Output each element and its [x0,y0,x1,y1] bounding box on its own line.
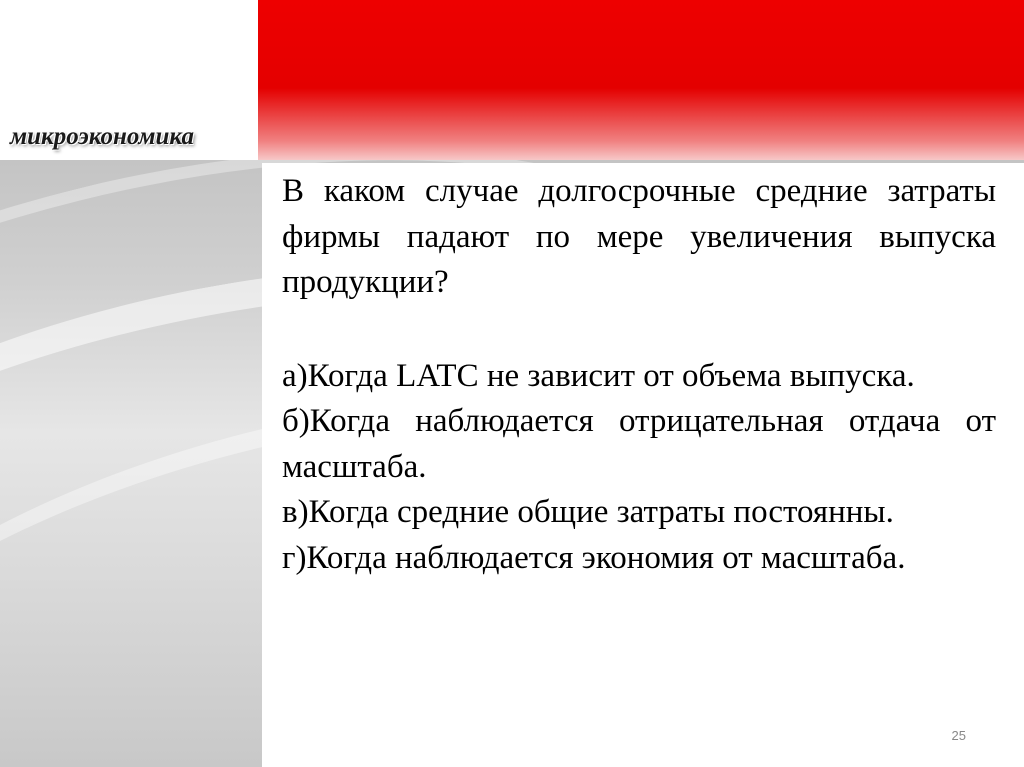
option-c: в)Когда средние общие затраты постоянны. [282,494,894,530]
page-number: 25 [951,728,966,743]
option-a: а)Когда LATC не зависит от объема выпуска. [282,357,915,394]
section-label: микроэкономика [10,123,194,150]
option-b: б)Когда наблюдается отрицательная отдача от масштаба. [282,403,996,485]
content-area [262,163,1024,767]
option-d: г)Когда наблюдается экономия от масштаба. [282,539,906,576]
header-red-banner [258,0,1024,160]
question-text: В каком случае долгосрочные средние затраты фирмы падают по мере увеличения выпуска продукции? [282,173,996,300]
text-block [282,169,996,581]
